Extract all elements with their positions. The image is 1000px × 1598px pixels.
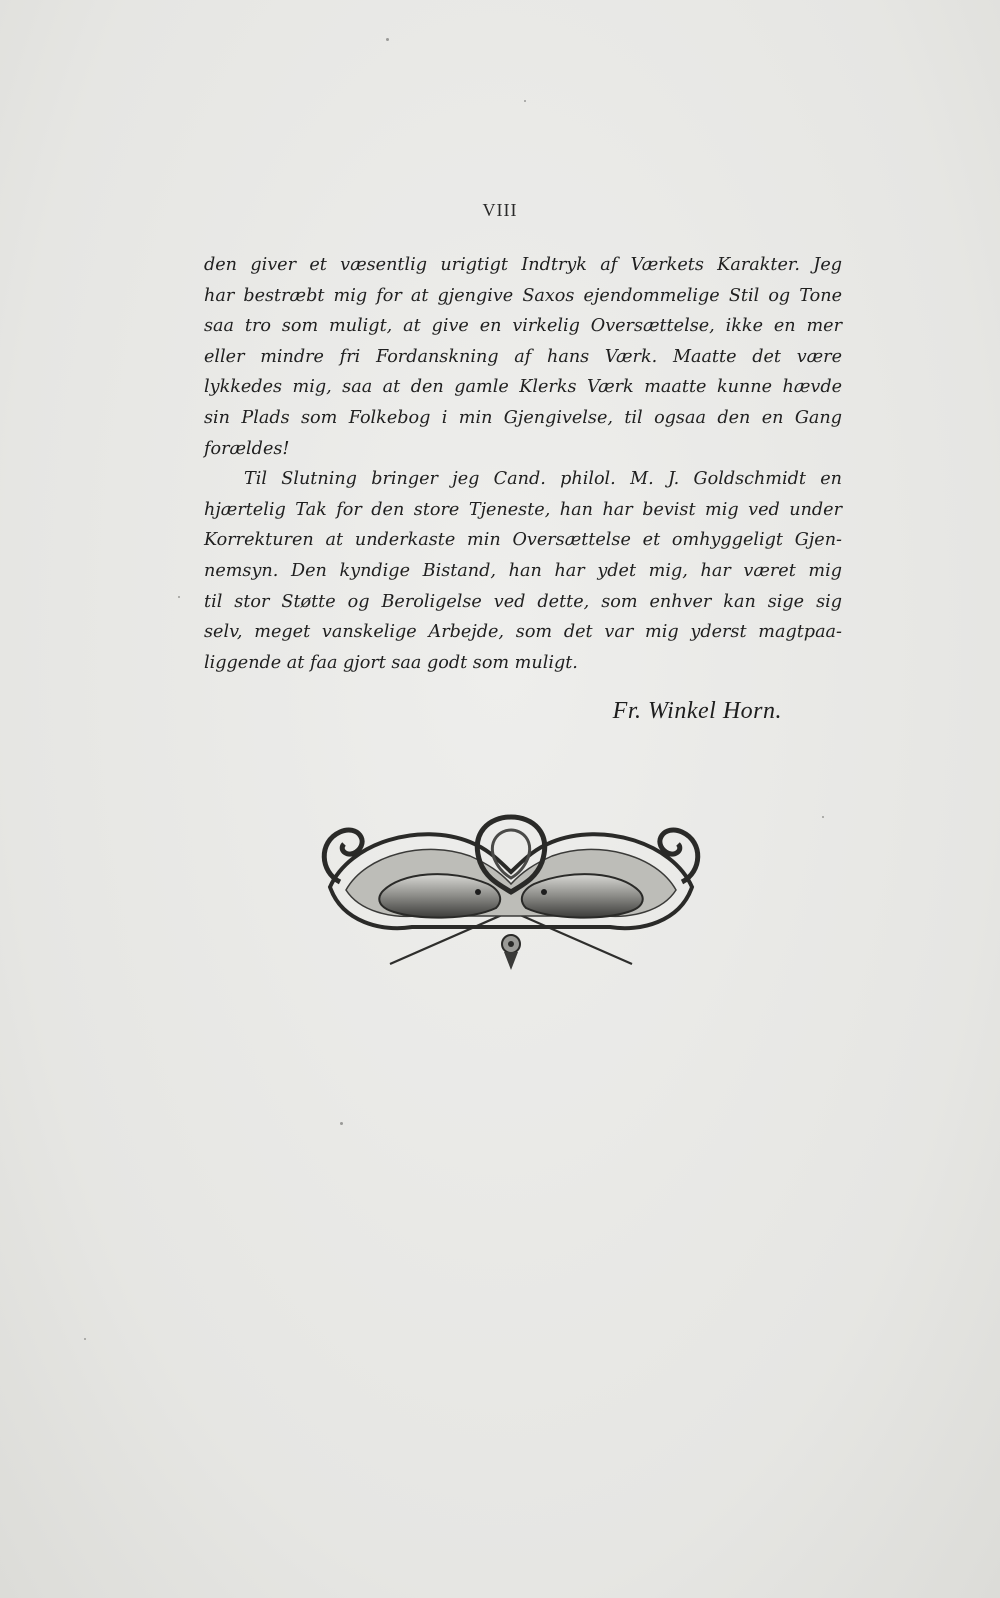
author-signature: Fr. Winkel Horn. — [612, 698, 782, 724]
text-line: liggende at faa gjort saa godt som muligt. — [204, 652, 578, 673]
text-line: til stor Støtte og Beroligelse ved dette, som enhver kan sige sig — [204, 591, 842, 612]
text-line: lykkedes mig, saa at den gamle Klerks Værk maatte kunne hævde — [204, 377, 842, 398]
scan-speck — [822, 816, 824, 818]
text-line: Til Slutning bringer jeg Cand. philol. M. J. Goldschmidt en — [244, 469, 842, 490]
page-number: VIII — [482, 200, 518, 220]
right-narwhal — [522, 874, 643, 917]
scan-speck — [340, 1122, 343, 1125]
text-line: eller mindre fri Fordanskning af hans Værk. Maatte det være — [204, 346, 842, 367]
left-narwhal-eye — [475, 889, 481, 895]
text-line: sin Plads som Folkebog i min Gjengivelse, til ogsaa den en Gang — [204, 407, 842, 428]
right-narwhal-eye — [541, 889, 547, 895]
text-line: saa tro som muligt, at give en virkelig Oversættelse, ikke en mer — [204, 316, 842, 337]
text-line: Korrekturen at underkaste min Oversættelse et omhyggeligt Gjen- — [204, 530, 842, 551]
text-line: hjærtelig Tak for den store Tjeneste, han har bevist mig ved under — [204, 499, 842, 520]
scan-speck — [178, 596, 180, 598]
scan-speck — [84, 1338, 86, 1340]
text-line: har bestræbt mig for at gjengive Saxos ejendommelige Stil og Tone — [204, 285, 842, 306]
text-line: den giver et væsentlig urigtigt Indtryk af Værkets Karakter. Jeg — [204, 255, 842, 275]
text-line: forældes! — [204, 438, 290, 459]
text-line: nemsyn. Den kyndige Bistand, han har ydet mig, har været mig — [204, 560, 842, 581]
left-narwhal — [379, 874, 500, 917]
text-line: selv, meget vanskelige Arbejde, som det var mig yderst magtpaa- — [204, 622, 842, 643]
paragraph-2 — [204, 464, 842, 678]
scan-speck — [524, 100, 526, 102]
body-text — [204, 250, 842, 678]
pendant-center — [508, 941, 514, 947]
scan-speck — [386, 38, 389, 41]
paragraph-1 — [204, 250, 842, 464]
twin-narwhal-ornament — [310, 812, 712, 992]
pendant-drop — [504, 952, 518, 970]
